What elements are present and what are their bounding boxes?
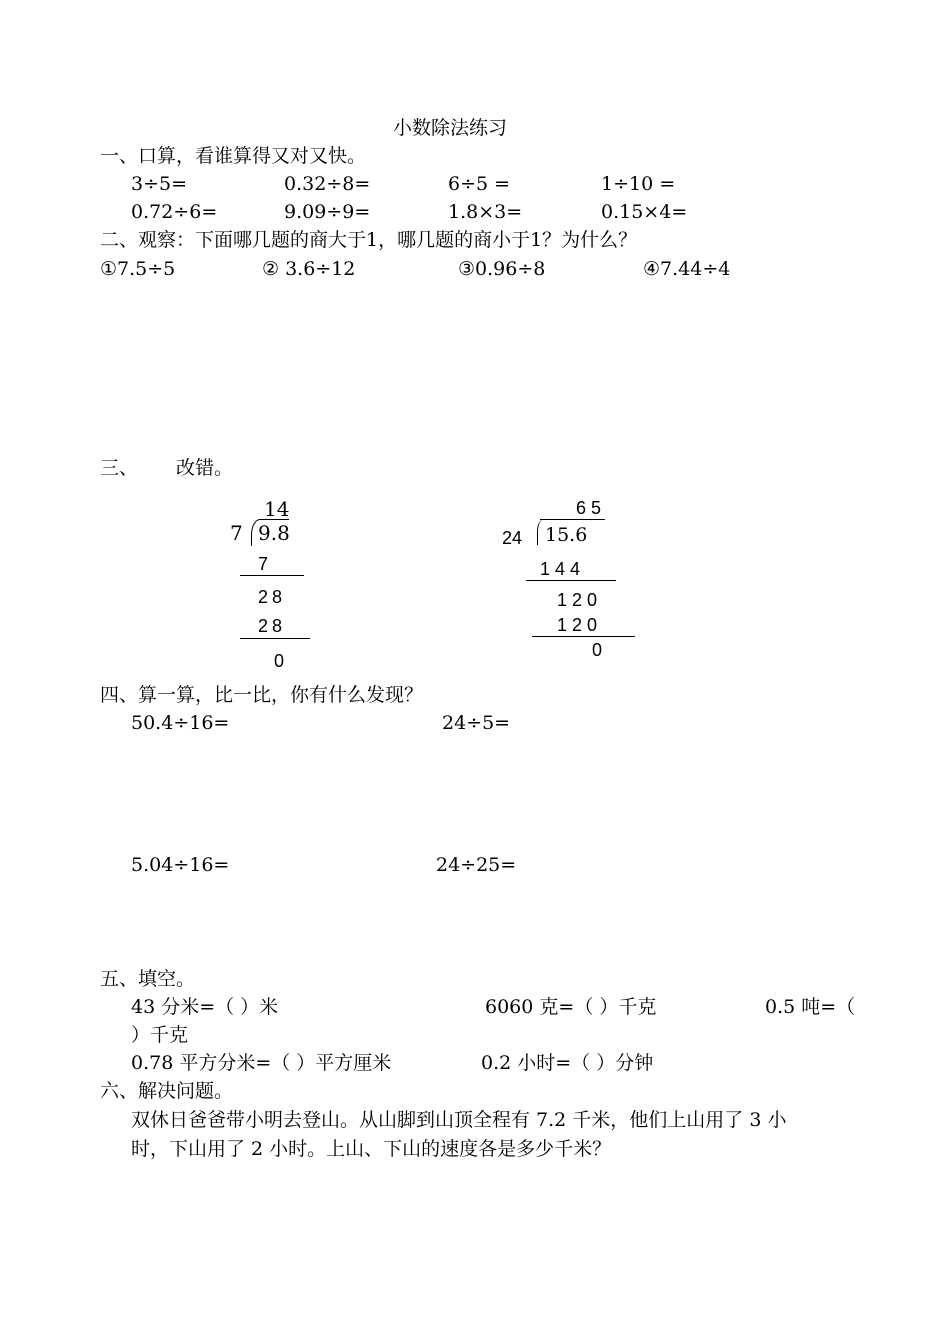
oral-calc-item: 3÷5=	[131, 173, 188, 195]
divisor: 7	[230, 521, 243, 545]
fill-blank-item: 0.2 小时=（ ）分钟	[481, 1052, 654, 1074]
dividend: 9.8	[258, 521, 290, 545]
compare-item: 5.04÷16=	[131, 854, 230, 876]
oral-calc-item: 0.32÷8=	[284, 173, 371, 195]
oral-calc-item: 0.72÷6=	[131, 201, 218, 223]
division-line	[526, 580, 616, 581]
oral-calc-item: 1.8×3=	[448, 201, 523, 223]
fill-blank-item: 0.78 平方分米=（ ）平方厘米	[131, 1052, 392, 1074]
final-remainder: 0	[274, 651, 285, 671]
fill-blank-item: 6060 克=（ ）千克	[485, 996, 657, 1018]
final-remainder: 0	[592, 640, 603, 660]
word-problem-line: 双休日爸爸带小明去登山。从山脚到山顶全程有 7.2 千米，他们上山用了 3 小	[131, 1109, 787, 1131]
subtraction-step: 7	[258, 554, 269, 574]
section-5-heading: 五、填空。	[100, 968, 196, 990]
remainder: 1 2 0	[557, 590, 598, 610]
division-line	[240, 638, 310, 639]
fill-blank-item: 43 分米=（ ）米	[131, 996, 279, 1018]
word-problem-line: 时，下山用了 2 小时。上山、下山的速度各是多少千米？	[131, 1138, 612, 1160]
page-title: 小数除法练习	[393, 117, 508, 139]
section-4-heading: 四、算一算，比一比，你有什么发现？	[100, 684, 424, 706]
section-2-heading: 二、观察：下面哪几题的商大于1，哪几题的商小于1？为什么？	[100, 229, 638, 251]
fill-blank-item-continued: ）千克	[131, 1024, 189, 1046]
subtraction-step: 1 4 4	[540, 559, 581, 579]
oral-calc-item: 6÷5 =	[448, 173, 511, 195]
oral-calc-item: 0.15×4=	[601, 201, 688, 223]
section-3-heading: 改错。	[176, 457, 234, 479]
subtraction-step: 1 2 0	[557, 615, 598, 635]
observe-item: ③0.96÷8	[458, 258, 546, 280]
observe-item: ② 3.6÷12	[262, 258, 356, 280]
oral-calc-item: 1÷10 =	[601, 173, 676, 195]
divisor: 24	[502, 528, 523, 548]
quotient-line	[540, 519, 605, 520]
division-bracket	[537, 519, 544, 545]
division-line	[532, 636, 635, 637]
remainder: 28	[258, 587, 287, 607]
observe-item: ①7.5÷5	[100, 258, 176, 280]
section-3-heading-number: 三、	[100, 457, 139, 479]
dividend: 15.6	[545, 524, 588, 546]
fill-blank-item: 0.5 吨=（	[765, 996, 856, 1018]
compare-item: 24÷25=	[436, 854, 517, 876]
observe-item: ④7.44÷4	[643, 258, 731, 280]
section-1-heading: 一、口算，看谁算得又对又快。	[100, 145, 367, 167]
compare-item: 50.4÷16=	[131, 712, 230, 734]
subtraction-step: 28	[258, 616, 287, 636]
quotient: 14	[264, 497, 290, 521]
section-6-heading: 六、解决问题。	[100, 1080, 234, 1102]
oral-calc-item: 9.09÷9=	[284, 201, 371, 223]
quotient: 6 5	[576, 498, 602, 518]
division-line	[240, 575, 304, 576]
compare-item: 24÷5=	[442, 712, 511, 734]
